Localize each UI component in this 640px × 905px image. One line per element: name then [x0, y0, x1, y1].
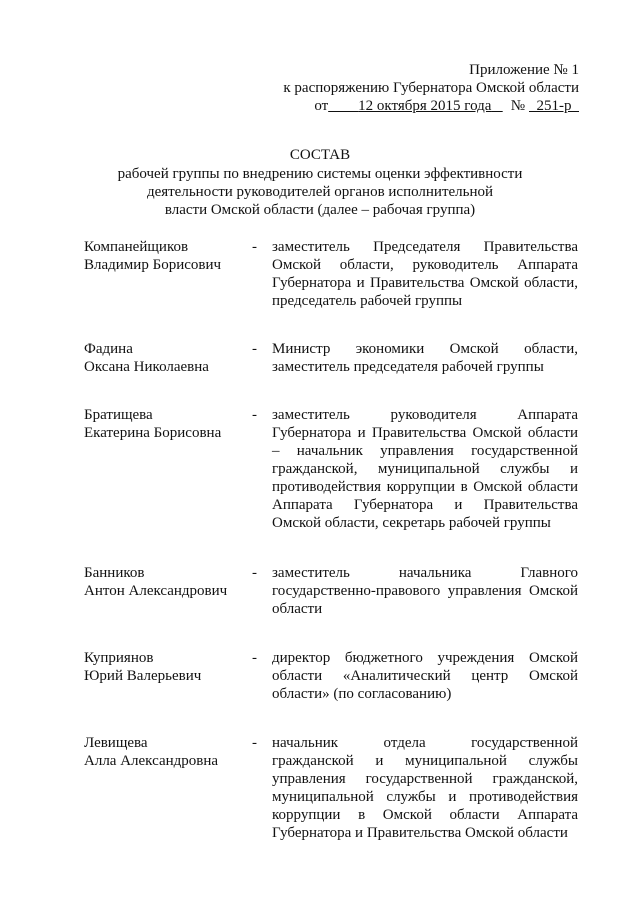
date-prefix: от — [314, 98, 329, 114]
member-name — [84, 406, 252, 532]
member-role: начальник отдела государственной гражданской и муниципальной службы управления государственной гражданской, муниципальной службы и противодействия коррупции в Омской области Аппарата Губернатора и Правительства Омской области — [272, 735, 578, 841]
member-given-name: Юрий Валерьевич — [84, 668, 202, 684]
member-given-name: Оксана Николаевна — [84, 359, 209, 375]
underline-gap — [328, 97, 358, 115]
member-surname: Куприянов — [84, 650, 154, 666]
underline-gap — [491, 97, 502, 115]
heading-title: СОСТАВ — [289, 147, 351, 163]
member-name — [84, 340, 252, 376]
appendix-header — [259, 61, 579, 115]
member-surname: Левищева — [84, 735, 148, 751]
member-role: заместитель руководителя Аппарата Губернатора и Правительства Омской области – начальник управления государственной гражданской, муниципальной службы и противодействия коррупции в Омской области Аппарата Губернатора и Правительства Омской области, секретарь рабочей группы — [272, 407, 578, 531]
members-list — [84, 238, 578, 842]
document-heading — [0, 146, 640, 219]
appendix-date: 12 октября 2015 года — [358, 98, 492, 114]
member-surname: Компанейщиков — [84, 239, 189, 255]
member-row — [84, 564, 578, 618]
member-role: заместитель Председателя Правительства Омской области, руководитель Аппарата Губернатора и Правительства Омской области, председатель рабочей группы — [272, 239, 578, 309]
member-dash: - — [252, 735, 257, 751]
number-prefix: № — [510, 98, 525, 114]
member-dash: - — [252, 341, 257, 357]
member-surname: Фадина — [84, 341, 133, 357]
appendix-number: 251-р — [536, 98, 572, 114]
member-role: Министр экономики Омской области, заместитель председателя рабочей группы — [272, 341, 578, 375]
member-given-name: Алла Александровна — [84, 753, 219, 769]
member-row — [84, 406, 578, 532]
underline-gap — [572, 97, 580, 115]
member-dash: - — [252, 407, 257, 423]
member-name — [84, 649, 252, 703]
appendix-reference: к распоряжению Губернатора Омской области — [283, 80, 579, 96]
member-row — [84, 649, 578, 703]
appendix-title: Приложение № 1 — [469, 62, 579, 78]
member-surname: Братищева — [84, 407, 153, 423]
member-given-name: Екатерина Борисовна — [84, 425, 222, 441]
heading-line: рабочей группы по внедрению системы оценки эффективности — [117, 166, 523, 182]
member-dash: - — [252, 650, 257, 666]
underline-gap — [529, 97, 537, 115]
heading-line: власти Омской области (далее – рабочая группа) — [164, 202, 476, 218]
member-role: заместитель начальника Главного государственно-правового управления Омской области — [272, 565, 578, 617]
heading-line: деятельности руководителей органов исполнительной — [146, 184, 494, 200]
member-role: директор бюджетного учреждения Омской области «Аналитический центр Омской области» (по согласованию) — [272, 650, 578, 702]
member-row — [84, 734, 578, 842]
member-name — [84, 734, 252, 842]
member-name — [84, 238, 252, 310]
member-dash: - — [252, 239, 257, 255]
member-given-name: Владимир Борисович — [84, 257, 222, 273]
appendix-date-number — [259, 97, 579, 115]
member-row — [84, 340, 578, 376]
member-name — [84, 564, 252, 618]
member-surname: Банников — [84, 565, 145, 581]
member-row — [84, 238, 578, 310]
member-given-name: Антон Александрович — [84, 583, 228, 599]
member-dash: - — [252, 565, 257, 581]
